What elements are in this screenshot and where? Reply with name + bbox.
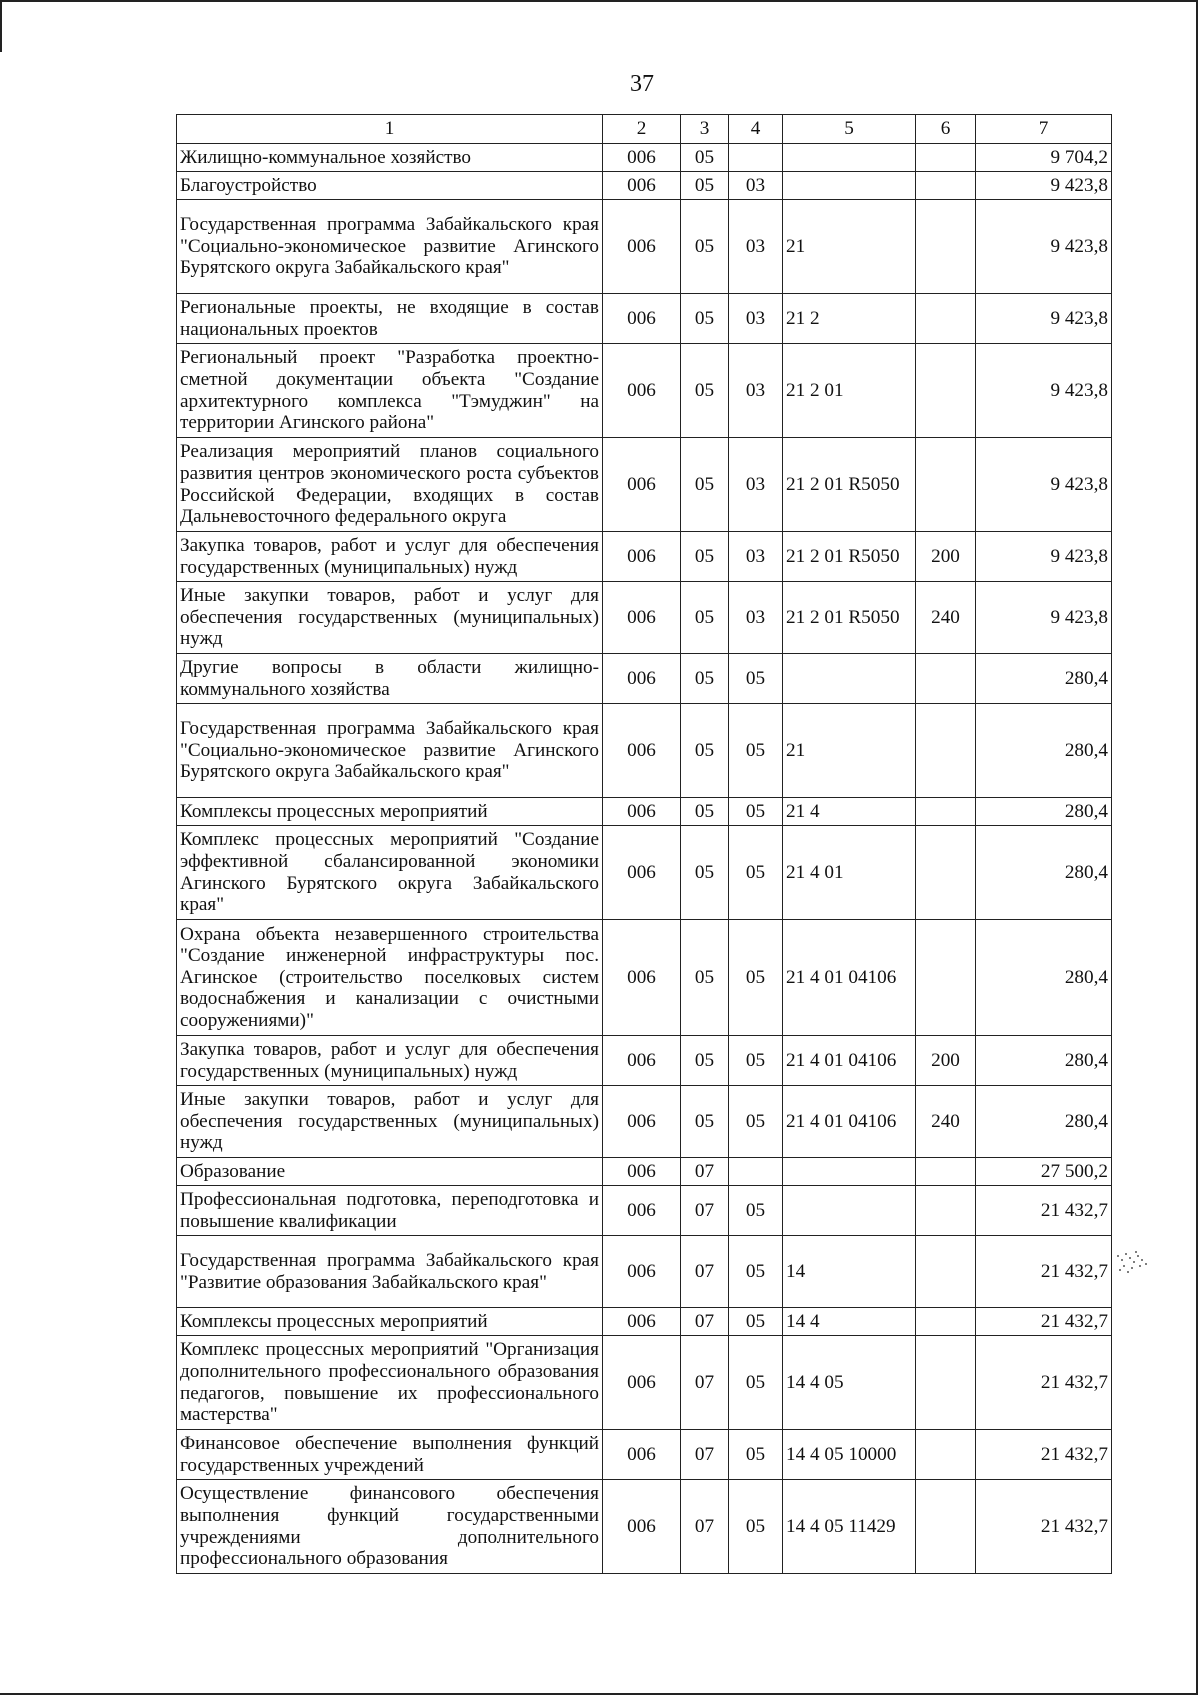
row-name: Государственная программа Забайкальского края "Развитие образования Забайкальского края" xyxy=(177,1236,603,1308)
row-name: Жилищно-коммунальное хозяйство xyxy=(177,144,603,172)
page-number: 37 xyxy=(630,71,654,97)
expense-type-code xyxy=(916,1236,976,1308)
amount-cell: 280,4 xyxy=(976,798,1112,826)
target-article-code: 14 xyxy=(783,1236,916,1308)
chapter-code: 05 xyxy=(681,438,729,532)
table-row xyxy=(177,582,1112,654)
row-name: Региональный проект "Разработка проектно-сметной документации объекта "Создание архитектурного комплекса "Тэмуджин" на территории Агинского района" xyxy=(177,344,603,438)
chapter-code: 05 xyxy=(681,704,729,798)
row-name: Закупка товаров, работ и услуг для обеспечения государственных (муниципальных) нужд xyxy=(177,532,603,582)
subsection-code: 03 xyxy=(729,344,783,438)
table-row xyxy=(177,1086,1112,1158)
amount-cell: 21 432,7 xyxy=(976,1308,1112,1336)
section-code: 006 xyxy=(603,1158,681,1186)
target-article-code: 14 4 05 xyxy=(783,1336,916,1430)
expense-type-code xyxy=(916,1158,976,1186)
chapter-code: 05 xyxy=(681,344,729,438)
subsection-code: 03 xyxy=(729,438,783,532)
row-name: Финансовое обеспечение выполнения функций государственных учреждений xyxy=(177,1430,603,1480)
table-row xyxy=(177,798,1112,826)
row-name: Благоустройство xyxy=(177,172,603,200)
subsection-code: 05 xyxy=(729,704,783,798)
table-row xyxy=(177,1430,1112,1480)
target-article-code: 14 4 05 10000 xyxy=(783,1430,916,1480)
budget-table-body xyxy=(177,115,1112,1574)
chapter-code: 07 xyxy=(681,1236,729,1308)
row-name: Государственная программа Забайкальского края "Социально-экономическое развитие Агинского Бурятского округа Забайкальского края" xyxy=(177,704,603,798)
chapter-code: 05 xyxy=(681,200,729,294)
table-row xyxy=(177,920,1112,1036)
row-name: Осуществление финансового обеспечения выполнения функций государственными учреждениями дополнительного профессионального образования xyxy=(177,1480,603,1574)
amount-cell: 27 500,2 xyxy=(976,1158,1112,1186)
chapter-code: 05 xyxy=(681,1086,729,1158)
expense-type-code xyxy=(916,1480,976,1574)
amount-cell: 9 423,8 xyxy=(976,344,1112,438)
column-header: 6 xyxy=(916,115,976,144)
target-article-code: 21 4 01 xyxy=(783,826,916,920)
row-name: Образование xyxy=(177,1158,603,1186)
table-row xyxy=(177,344,1112,438)
section-code: 006 xyxy=(603,798,681,826)
row-name: Региональные проекты, не входящие в состав национальных проектов xyxy=(177,294,603,344)
expense-type-code xyxy=(916,1308,976,1336)
target-article-code: 21 4 01 04106 xyxy=(783,920,916,1036)
amount-cell: 9 423,8 xyxy=(976,294,1112,344)
amount-cell: 280,4 xyxy=(976,1086,1112,1158)
target-article-code: 21 4 xyxy=(783,798,916,826)
section-code: 006 xyxy=(603,704,681,798)
expense-type-code xyxy=(916,172,976,200)
expense-type-code xyxy=(916,704,976,798)
subsection-code: 05 xyxy=(729,1336,783,1430)
subsection-code: 05 xyxy=(729,798,783,826)
target-article-code: 21 4 01 04106 xyxy=(783,1036,916,1086)
chapter-code: 05 xyxy=(681,532,729,582)
target-article-code: 21 xyxy=(783,200,916,294)
subsection-code: 05 xyxy=(729,1186,783,1236)
amount-cell: 9 423,8 xyxy=(976,438,1112,532)
amount-cell: 9 423,8 xyxy=(976,200,1112,294)
row-name: Реализация мероприятий планов социального развития центров экономического роста субъектов Российской Федерации, входящих в состав Дальневосточного федерального округа xyxy=(177,438,603,532)
expense-type-code xyxy=(916,920,976,1036)
section-code: 006 xyxy=(603,582,681,654)
scan-noise-mark xyxy=(1112,1246,1162,1286)
row-name: Профессиональная подготовка, переподготовка и повышение квалификации xyxy=(177,1186,603,1236)
chapter-code: 05 xyxy=(681,654,729,704)
target-article-code: 14 4 05 11429 xyxy=(783,1480,916,1574)
table-row xyxy=(177,654,1112,704)
table-row xyxy=(177,144,1112,172)
amount-cell: 280,4 xyxy=(976,826,1112,920)
section-code: 006 xyxy=(603,344,681,438)
table-row xyxy=(177,200,1112,294)
expense-type-code xyxy=(916,1430,976,1480)
subsection-code: 03 xyxy=(729,582,783,654)
section-code: 006 xyxy=(603,1308,681,1336)
row-name: Комплекс процессных мероприятий "Организация дополнительного профессионального образования педагогов, повышение их профессионального мастерства" xyxy=(177,1336,603,1430)
table-row xyxy=(177,704,1112,798)
scan-edge-mark xyxy=(0,0,2,52)
chapter-code: 05 xyxy=(681,582,729,654)
chapter-code: 07 xyxy=(681,1158,729,1186)
table-row xyxy=(177,1158,1112,1186)
chapter-code: 05 xyxy=(681,294,729,344)
target-article-code xyxy=(783,1186,916,1236)
column-header: 4 xyxy=(729,115,783,144)
table-row xyxy=(177,172,1112,200)
subsection-code: 03 xyxy=(729,294,783,344)
section-code: 006 xyxy=(603,1036,681,1086)
header-row xyxy=(177,115,1112,144)
target-article-code: 21 4 01 04106 xyxy=(783,1086,916,1158)
amount-cell: 9 423,8 xyxy=(976,532,1112,582)
table-row xyxy=(177,1308,1112,1336)
column-header: 2 xyxy=(603,115,681,144)
target-article-code: 21 2 01 R5050 xyxy=(783,438,916,532)
section-code: 006 xyxy=(603,144,681,172)
section-code: 006 xyxy=(603,1086,681,1158)
expense-type-code xyxy=(916,144,976,172)
amount-cell: 21 432,7 xyxy=(976,1430,1112,1480)
chapter-code: 05 xyxy=(681,920,729,1036)
amount-cell: 280,4 xyxy=(976,704,1112,798)
row-name: Другие вопросы в области жилищно-коммунального хозяйства xyxy=(177,654,603,704)
row-name: Комплексы процессных мероприятий xyxy=(177,798,603,826)
expense-type-code xyxy=(916,1336,976,1430)
row-name: Охрана объекта незавершенного строительства "Создание инженерной инфраструктуры пос. Агинское (строительство поселковых систем водоснабжения и канализации с очистными сооружениями)" xyxy=(177,920,603,1036)
expense-type-code xyxy=(916,798,976,826)
subsection-code: 03 xyxy=(729,532,783,582)
expense-type-code: 200 xyxy=(916,1036,976,1086)
subsection-code: 03 xyxy=(729,172,783,200)
column-header: 5 xyxy=(783,115,916,144)
chapter-code: 07 xyxy=(681,1336,729,1430)
target-article-code: 14 4 xyxy=(783,1308,916,1336)
section-code: 006 xyxy=(603,172,681,200)
budget-table xyxy=(176,114,1112,1574)
amount-cell: 21 432,7 xyxy=(976,1480,1112,1574)
section-code: 006 xyxy=(603,1186,681,1236)
subsection-code: 05 xyxy=(729,1236,783,1308)
section-code: 006 xyxy=(603,1430,681,1480)
amount-cell: 280,4 xyxy=(976,920,1112,1036)
section-code: 006 xyxy=(603,826,681,920)
chapter-code: 05 xyxy=(681,1036,729,1086)
subsection-code: 03 xyxy=(729,200,783,294)
row-name: Иные закупки товаров, работ и услуг для обеспечения государственных (муниципальных) нужд xyxy=(177,1086,603,1158)
amount-cell: 21 432,7 xyxy=(976,1186,1112,1236)
expense-type-code xyxy=(916,200,976,294)
section-code: 006 xyxy=(603,532,681,582)
section-code: 006 xyxy=(603,200,681,294)
subsection-code: 05 xyxy=(729,1480,783,1574)
amount-cell: 9 423,8 xyxy=(976,172,1112,200)
section-code: 006 xyxy=(603,920,681,1036)
target-article-code: 21 2 xyxy=(783,294,916,344)
row-name: Комплекс процессных мероприятий "Создание эффективной сбалансированной экономики Агинского Бурятского округа Забайкальского края" xyxy=(177,826,603,920)
chapter-code: 07 xyxy=(681,1430,729,1480)
amount-cell: 21 432,7 xyxy=(976,1236,1112,1308)
section-code: 006 xyxy=(603,654,681,704)
amount-cell: 21 432,7 xyxy=(976,1336,1112,1430)
subsection-code: 05 xyxy=(729,1430,783,1480)
expense-type-code: 240 xyxy=(916,1086,976,1158)
subsection-code xyxy=(729,1158,783,1186)
target-article-code: 21 xyxy=(783,704,916,798)
column-header: 1 xyxy=(177,115,603,144)
amount-cell: 280,4 xyxy=(976,1036,1112,1086)
target-article-code xyxy=(783,1158,916,1186)
expense-type-code: 240 xyxy=(916,582,976,654)
table-row xyxy=(177,1186,1112,1236)
amount-cell: 9 704,2 xyxy=(976,144,1112,172)
amount-cell: 280,4 xyxy=(976,654,1112,704)
row-name: Закупка товаров, работ и услуг для обеспечения государственных (муниципальных) нужд xyxy=(177,1036,603,1086)
table-row xyxy=(177,1480,1112,1574)
chapter-code: 05 xyxy=(681,144,729,172)
table-row xyxy=(177,1036,1112,1086)
expense-type-code xyxy=(916,344,976,438)
subsection-code: 05 xyxy=(729,1086,783,1158)
target-article-code xyxy=(783,654,916,704)
section-code: 006 xyxy=(603,1480,681,1574)
expense-type-code xyxy=(916,438,976,532)
table-row xyxy=(177,826,1112,920)
chapter-code: 05 xyxy=(681,798,729,826)
section-code: 006 xyxy=(603,438,681,532)
row-name: Комплексы процессных мероприятий xyxy=(177,1308,603,1336)
expense-type-code: 200 xyxy=(916,532,976,582)
expense-type-code xyxy=(916,826,976,920)
row-name: Иные закупки товаров, работ и услуг для обеспечения государственных (муниципальных) нужд xyxy=(177,582,603,654)
chapter-code: 05 xyxy=(681,172,729,200)
expense-type-code xyxy=(916,294,976,344)
chapter-code: 07 xyxy=(681,1186,729,1236)
subsection-code: 05 xyxy=(729,654,783,704)
chapter-code: 07 xyxy=(681,1308,729,1336)
subsection-code: 05 xyxy=(729,1036,783,1086)
target-article-code xyxy=(783,144,916,172)
column-header: 7 xyxy=(976,115,1112,144)
expense-type-code xyxy=(916,654,976,704)
amount-cell: 9 423,8 xyxy=(976,582,1112,654)
table-row xyxy=(177,438,1112,532)
chapter-code: 07 xyxy=(681,1480,729,1574)
section-code: 006 xyxy=(603,1236,681,1308)
table-row xyxy=(177,294,1112,344)
target-article-code: 21 2 01 xyxy=(783,344,916,438)
table-row xyxy=(177,532,1112,582)
target-article-code: 21 2 01 R5050 xyxy=(783,532,916,582)
expense-type-code xyxy=(916,1186,976,1236)
subsection-code: 05 xyxy=(729,920,783,1036)
row-name: Государственная программа Забайкальского края "Социально-экономическое развитие Агинского Бурятского округа Забайкальского края" xyxy=(177,200,603,294)
subsection-code: 05 xyxy=(729,826,783,920)
table-row xyxy=(177,1336,1112,1430)
target-article-code: 21 2 01 R5050 xyxy=(783,582,916,654)
column-header: 3 xyxy=(681,115,729,144)
subsection-code xyxy=(729,144,783,172)
section-code: 006 xyxy=(603,294,681,344)
table-row xyxy=(177,1236,1112,1308)
chapter-code: 05 xyxy=(681,826,729,920)
subsection-code: 05 xyxy=(729,1308,783,1336)
target-article-code xyxy=(783,172,916,200)
section-code: 006 xyxy=(603,1336,681,1430)
